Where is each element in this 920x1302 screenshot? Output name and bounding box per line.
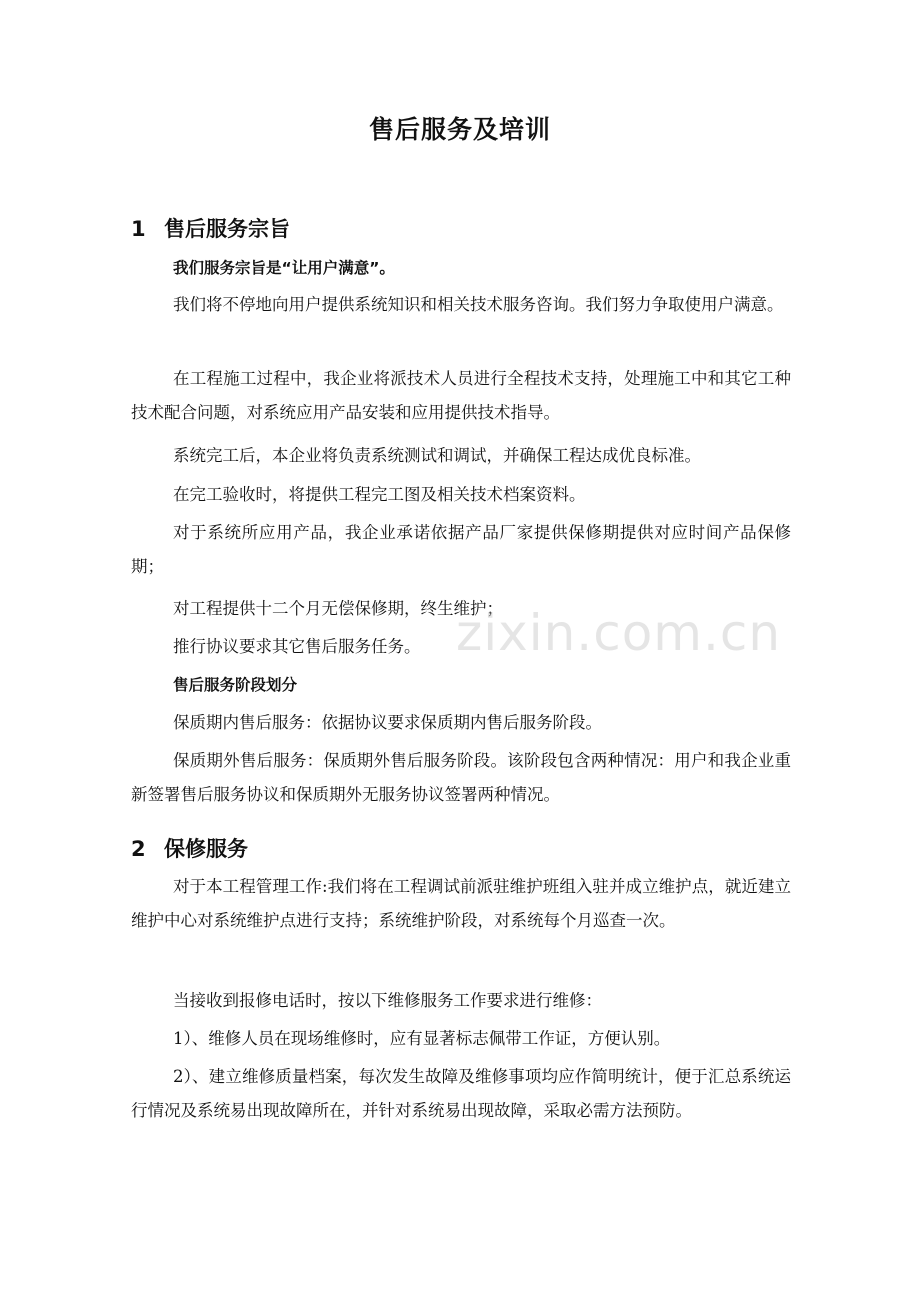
section-2-number: 2	[131, 837, 146, 861]
paragraph: 系统完工后，本企业将负责系统测试和调试，并确保工程达成优良标准。	[173, 446, 701, 465]
paragraph: 1）、维修人员在现场维修时，应有显著标志佩带工作证，方便认别。	[173, 1029, 671, 1048]
section-1-lead: 我们服务宗旨是“让用户满意”。	[173, 259, 395, 277]
paragraph: 保质期外售后服务：保质期外售后服务阶段。该阶段包含两种情况：用户和我企业重新签署售后服务协议和保质期外无服务协议签署两种情况。	[131, 751, 791, 804]
section-1-heading	[131, 214, 290, 244]
paragraph: 对于本工程管理工作:我们将在工程调试前派驻维护班组入驻并成立维护点，就近建立维护中心对系统维护点进行支持；系统维护阶段，对系统每个月巡查一次。	[131, 877, 791, 930]
paragraph: 我们将不停地向用户提供系统知识和相关技术服务咨询。我们努力争取使用户满意。	[173, 295, 784, 314]
section-2-heading	[131, 834, 248, 864]
section-1-title: 售后服务宗旨	[164, 217, 290, 241]
document-title: 售后服务及培训	[368, 115, 551, 144]
paragraph: 当接收到报修电话时，按以下维修服务工作要求进行维修：	[173, 991, 602, 1010]
section-1-subheading: 售后服务阶段划分	[173, 676, 298, 694]
paragraph: 2）、建立维修质量档案，每次发生故障及维修事项均应作简明统计，便于汇总系统运行情况及系统易出现故障所在，并针对系统易出现故障，采取必需方法预防。	[131, 1067, 791, 1120]
section-2-title: 保修服务	[164, 837, 248, 861]
paragraph: 推行协议要求其它售后服务任务。	[173, 637, 421, 656]
paragraph: 对于系统所应用产品，我企业承诺依据产品厂家提供保修期提供对应时间产品保修期；	[131, 523, 791, 576]
watermark: zixin.com.cn	[456, 604, 782, 662]
paragraph: 在完工验收时，将提供工程完工图及相关技术档案资料。	[173, 485, 586, 504]
section-1-number: 1	[131, 217, 146, 241]
paragraph: 对工程提供十二个月无偿保修期，终生维护；	[173, 599, 503, 618]
paragraph: 在工程施工过程中，我企业将派技术人员进行全程技术支持，处理施工中和其它工种技术配合问题，对系统应用产品安装和应用提供技术指导。	[131, 369, 791, 422]
paragraph: 保质期内售后服务：依据协议要求保质期内售后服务阶段。	[173, 713, 602, 732]
